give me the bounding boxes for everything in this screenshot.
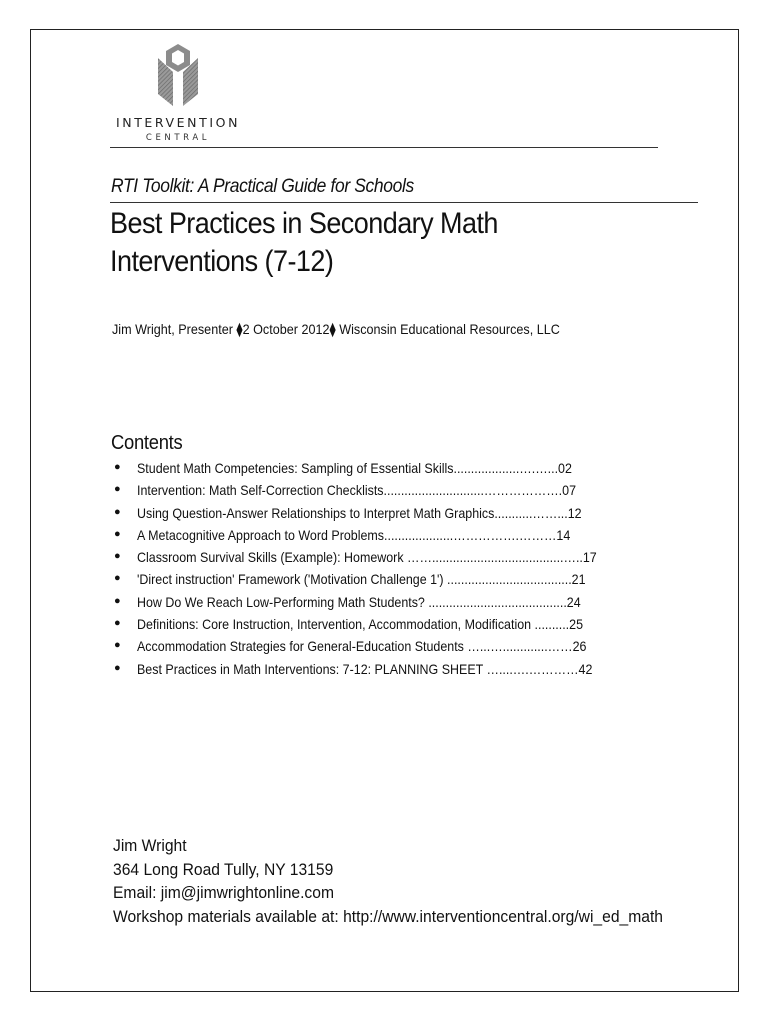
toc-item <box>114 549 659 571</box>
document-subtitle: RTI Toolkit: A Practical Guide for Schools <box>111 176 414 197</box>
logo-wordmark: INTERVENTION <box>115 115 241 130</box>
toc-item-label: Intervention: Math Self-Correction Checklists.............................……………….07 <box>137 482 577 499</box>
toc-item <box>114 638 659 660</box>
bullet-icon: ● <box>114 505 121 518</box>
bullet-icon: ● <box>114 483 121 496</box>
toc-item <box>114 571 659 593</box>
toc-item-label: Best Practices in Math Interventions: 7-12: PLANNING SHEET …....….…………42 <box>137 660 593 677</box>
title-divider <box>110 202 698 203</box>
toc-item-label: How Do We Reach Low-Performing Math Students? ........................................24 <box>137 593 581 610</box>
contact-email: Email: jim@jimwrightonline.com <box>113 883 334 902</box>
toc-item-label: 'Direct instruction' Framework ('Motivation Challenge 1') ....................................21 <box>137 571 586 588</box>
bullet-icon: ● <box>114 550 121 563</box>
logo-wordmark-sub: CENTRAL <box>145 133 211 143</box>
toc-item-label: Classroom Survival Skills (Example): Homework ……......................................…..17 <box>137 549 597 566</box>
toc-item <box>114 482 659 504</box>
intervention-central-logo <box>108 42 248 148</box>
table-of-contents <box>114 460 659 683</box>
header-divider <box>110 147 658 148</box>
contents-heading: Contents <box>111 432 183 454</box>
toc-item <box>114 527 659 549</box>
toc-item-label: A Metacognitive Approach to Word Problems....................…………….………14 <box>137 526 571 543</box>
document-title <box>110 205 498 281</box>
bullet-icon: ● <box>114 572 121 585</box>
contact-address: 364 Long Road Tully, NY 13159 <box>113 859 334 879</box>
toc-item <box>114 661 659 683</box>
bullet-icon: ● <box>114 617 121 630</box>
toc-item <box>114 505 659 527</box>
bullet-icon: ● <box>114 661 121 674</box>
bullet-icon: ● <box>114 461 121 473</box>
toc-item-label: Definitions: Core Instruction, Intervention, Accommodation, Modification ..........25 <box>137 616 584 633</box>
toc-item-label: Accommodation Strategies for General-Education Students …...….............……26 <box>137 638 587 655</box>
toc-item <box>114 616 659 638</box>
logo-emblem-icon <box>146 42 210 110</box>
toc-item <box>114 460 659 482</box>
bullet-icon: ● <box>114 594 121 607</box>
bullet-icon: ● <box>114 527 121 540</box>
title-line-2: Interventions (7-12) <box>110 245 334 278</box>
contact-block <box>113 834 663 928</box>
bullet-icon: ● <box>114 639 121 652</box>
toc-item-label: Student Math Competencies: Sampling of Essential Skills...................….…...02 <box>137 460 572 476</box>
presenter-line: Jim Wright, Presenter ⧫2 October 2012⧫ Wisconsin Educational Resources, LLC <box>112 321 560 337</box>
title-line-1: Best Practices in Secondary Math <box>110 207 498 240</box>
contact-materials-link: Workshop materials available at: http://www.interventioncentral.org/wi_ed_math <box>113 906 664 926</box>
toc-item-label: Using Question-Answer Relationships to Interpret Math Graphics...........……...12 <box>137 504 582 521</box>
contact-name: Jim Wright <box>113 836 187 855</box>
toc-item <box>114 594 659 616</box>
